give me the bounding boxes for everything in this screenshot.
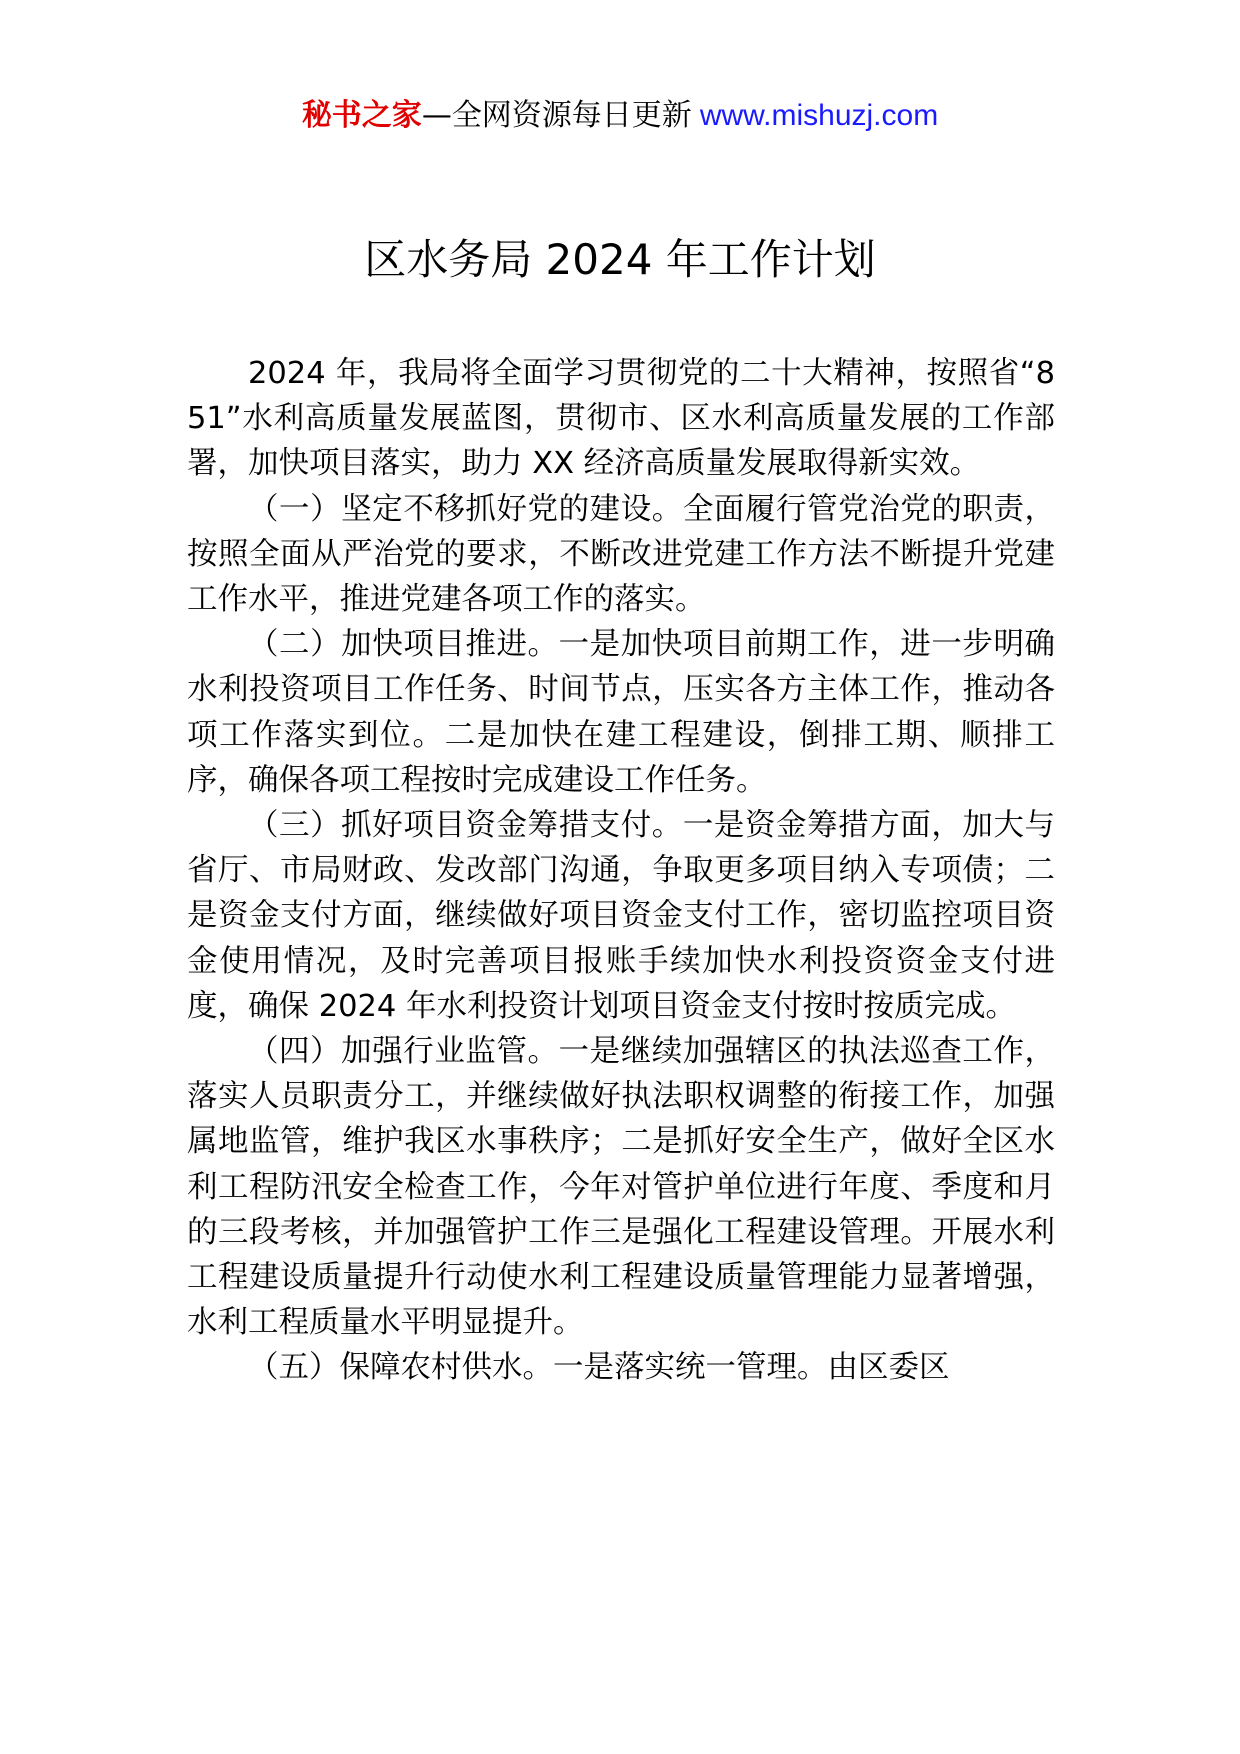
paragraph-section-3: （三）抓好项目资金筹措支付。一是资金筹措方面，加大与省厅、市局财政、发改部门沟通，争取更多项目纳入专项债；二是资金支付方面，继续做好项目资金支付工作，密切监控项目资金使用情况，及时完善项目报账手续加快水利投资资金支付进度，确保 2024 年水利投资计划项目资金支付按时按质完成。 [187,808,1055,1024]
site-url-link[interactable]: www.mishuzj.com [699,99,939,132]
paragraph-intro: 2024 年，我局将全面学习贯彻党的二十大精神，按照省“851”水利高质量发展蓝图，贯彻市、区水利高质量发展的工作部署，加快项目落实，助力 XX 经济高质量发展取得新实效。 [187,356,1055,482]
paragraph-section-5: （五）保障农村供水。一是落实统一管理。由区委区 [248,1350,950,1386]
site-header [0,96,1240,136]
site-slogan: —全网资源每日更新 [421,98,692,133]
paragraph-section-4: （四）加强行业监管。一是继续加强辖区的执法巡查工作，落实人员职责分工，并继续做好执法职权调整的衔接工作，加强属地监管，维护我区水事秩序；二是抓好安全生产，做好全区水利工程防汛安全检查工作，今年对管护单位进行年度、季度和月的三段考核，并加强管护工作三是强化工程建设管理。开展水利工程建设质量提升行动使水利工程建设质量管理能力显著增强，水利工程质量水平明显提升。 [187,1034,1055,1341]
paragraph-section-2: （二）加快项目推进。一是加快项目前期工作，进一步明确水利投资项目工作任务、时间节点，压实各方主体工作，推动各项工作落实到位。二是加快在建工程建设，倒排工期、顺排工序，确保各项工程按时完成建设工作任务。 [187,627,1055,798]
document-title: 区水务局 2024 年工作计划 [364,235,876,284]
document-body [187,351,1055,1391]
site-brand: 秘书之家 [301,98,422,133]
paragraph-section-1: （一）坚定不移抓好党的建设。全面履行管党治党的职责，按照全面从严治党的要求，不断改进党建工作方法不断提升党建工作水平，推进党建各项工作的落实。 [187,491,1055,618]
